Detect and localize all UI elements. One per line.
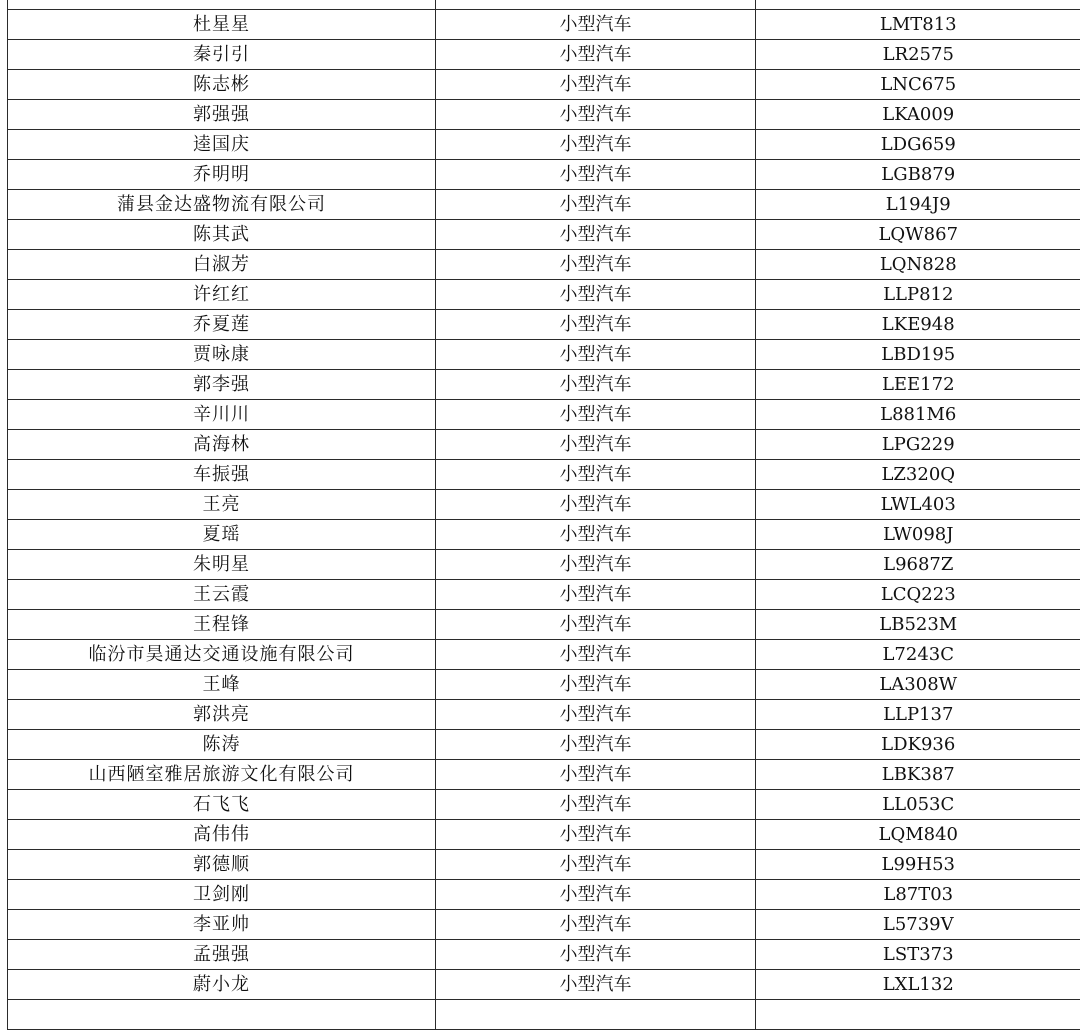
table-row	[8, 700, 1080, 730]
owner-name-cell: 王峰	[8, 670, 436, 700]
table-row	[8, 100, 1080, 130]
owner-name-cell: 夏瑶	[8, 520, 436, 550]
owner-name-cell: 临汾市昊通达交通设施有限公司	[8, 640, 436, 670]
table-row	[8, 880, 1080, 910]
table-body	[8, 0, 1080, 1030]
vehicle-type-cell: 小型汽车	[436, 700, 756, 730]
license-plate-cell: L7243C	[756, 640, 1080, 670]
owner-name-cell	[8, 1000, 436, 1030]
license-plate-cell: LBK387	[756, 760, 1080, 790]
vehicle-type-cell: 小型汽车	[436, 160, 756, 190]
table-row	[8, 670, 1080, 700]
vehicle-type-cell: 小型汽车	[436, 460, 756, 490]
owner-name-cell: 郭洪亮	[8, 700, 436, 730]
vehicle-type-cell: 小型汽车	[436, 820, 756, 850]
table-row	[8, 760, 1080, 790]
table-row	[8, 910, 1080, 940]
license-plate-cell: LGB879	[756, 160, 1080, 190]
table-row	[8, 550, 1080, 580]
vehicle-type-cell: 小型汽车	[436, 550, 756, 580]
license-plate-cell: L5739V	[756, 910, 1080, 940]
owner-name-cell: 高海林	[8, 430, 436, 460]
owner-name-cell: 王云霞	[8, 580, 436, 610]
license-plate-cell: LKE948	[756, 310, 1080, 340]
vehicle-type-cell: 小型汽车	[436, 850, 756, 880]
table-row	[8, 220, 1080, 250]
vehicle-type-cell: 小型汽车	[436, 370, 756, 400]
license-plate-cell: LLP812	[756, 280, 1080, 310]
table-row	[8, 160, 1080, 190]
license-plate-cell: LDK936	[756, 730, 1080, 760]
owner-name-cell: 王程锋	[8, 610, 436, 640]
vehicle-type-cell: 小型汽车	[436, 640, 756, 670]
vehicle-type-cell: 小型汽车	[436, 760, 756, 790]
license-plate-cell: L194J9	[756, 190, 1080, 220]
owner-name-cell: 郭强强	[8, 100, 436, 130]
license-plate-cell: LQM840	[756, 820, 1080, 850]
table-row	[8, 580, 1080, 610]
license-plate-cell: LPG229	[756, 430, 1080, 460]
owner-name-cell: 乔明明	[8, 160, 436, 190]
table-row	[8, 850, 1080, 880]
table-row	[8, 1000, 1080, 1030]
vehicle-type-cell: 小型汽车	[436, 100, 756, 130]
table-row	[8, 490, 1080, 520]
license-plate-cell	[756, 0, 1080, 10]
vehicle-type-cell: 小型汽车	[436, 970, 756, 1000]
owner-name-cell: 高伟伟	[8, 820, 436, 850]
vehicle-type-cell: 小型汽车	[436, 70, 756, 100]
owner-name-cell: 郭德顺	[8, 850, 436, 880]
table-row	[8, 940, 1080, 970]
license-plate-cell: LW098J	[756, 520, 1080, 550]
table-row	[8, 970, 1080, 1000]
vehicle-type-cell: 小型汽车	[436, 940, 756, 970]
owner-name-cell: 蔚小龙	[8, 970, 436, 1000]
owner-name-cell: 蒲县金达盛物流有限公司	[8, 190, 436, 220]
license-plate-cell: L99H53	[756, 850, 1080, 880]
owner-name-cell: 乔夏莲	[8, 310, 436, 340]
vehicle-type-cell: 小型汽车	[436, 490, 756, 520]
owner-name-cell: 杜星星	[8, 10, 436, 40]
license-plate-cell: LA308W	[756, 670, 1080, 700]
vehicle-type-cell: 小型汽车	[436, 580, 756, 610]
owner-name-cell: 朱明星	[8, 550, 436, 580]
data-table	[7, 0, 1080, 1030]
owner-name-cell: 陈志彬	[8, 70, 436, 100]
vehicle-type-cell: 小型汽车	[436, 40, 756, 70]
owner-name-cell: 李亚帅	[8, 910, 436, 940]
vehicle-type-cell: 小型汽车	[436, 190, 756, 220]
license-plate-cell: LL053C	[756, 790, 1080, 820]
vehicle-type-cell: 小型汽车	[436, 610, 756, 640]
table-row	[8, 400, 1080, 430]
table-row	[8, 460, 1080, 490]
vehicle-type-cell: 小型汽车	[436, 730, 756, 760]
license-plate-cell	[756, 1000, 1080, 1030]
owner-name-cell: 贾咏康	[8, 340, 436, 370]
vehicle-type-cell: 小型汽车	[436, 130, 756, 160]
vehicle-registration-table	[7, 0, 1080, 1030]
vehicle-type-cell: 小型汽车	[436, 430, 756, 460]
owner-name-cell: 陈其武	[8, 220, 436, 250]
owner-name-cell: 卫剑刚	[8, 880, 436, 910]
owner-name-cell: 孟强强	[8, 940, 436, 970]
vehicle-type-cell: 小型汽车	[436, 220, 756, 250]
license-plate-cell: LR2575	[756, 40, 1080, 70]
table-row	[8, 610, 1080, 640]
license-plate-cell: LEE172	[756, 370, 1080, 400]
owner-name-cell: 辛川川	[8, 400, 436, 430]
license-plate-cell: LLP137	[756, 700, 1080, 730]
license-plate-cell: L9687Z	[756, 550, 1080, 580]
table-row	[8, 190, 1080, 220]
license-plate-cell: LXL132	[756, 970, 1080, 1000]
vehicle-type-cell: 小型汽车	[436, 250, 756, 280]
owner-name-cell: 王亮	[8, 490, 436, 520]
vehicle-type-cell: 小型汽车	[436, 790, 756, 820]
table-row	[8, 640, 1080, 670]
vehicle-type-cell: 小型汽车	[436, 10, 756, 40]
vehicle-type-cell: 小型汽车	[436, 400, 756, 430]
table-row	[8, 730, 1080, 760]
license-plate-cell: LCQ223	[756, 580, 1080, 610]
license-plate-cell: LQW867	[756, 220, 1080, 250]
owner-name-cell	[8, 0, 436, 10]
owner-name-cell: 山西陋室雅居旅游文化有限公司	[8, 760, 436, 790]
owner-name-cell: 秦引引	[8, 40, 436, 70]
license-plate-cell: LKA009	[756, 100, 1080, 130]
license-plate-cell: L87T03	[756, 880, 1080, 910]
vehicle-type-cell: 小型汽车	[436, 520, 756, 550]
license-plate-cell: LB523M	[756, 610, 1080, 640]
vehicle-type-cell	[436, 0, 756, 10]
owner-name-cell: 石飞飞	[8, 790, 436, 820]
table-row	[8, 790, 1080, 820]
table-row	[8, 430, 1080, 460]
owner-name-cell: 许红红	[8, 280, 436, 310]
table-row	[8, 10, 1080, 40]
vehicle-type-cell: 小型汽车	[436, 340, 756, 370]
table-row	[8, 280, 1080, 310]
vehicle-type-cell: 小型汽车	[436, 670, 756, 700]
table-row	[8, 310, 1080, 340]
table-row	[8, 0, 1080, 10]
owner-name-cell: 白淑芳	[8, 250, 436, 280]
table-row	[8, 370, 1080, 400]
table-row	[8, 40, 1080, 70]
table-row	[8, 130, 1080, 160]
vehicle-type-cell	[436, 1000, 756, 1030]
table-row	[8, 70, 1080, 100]
license-plate-cell: LNC675	[756, 70, 1080, 100]
owner-name-cell: 陈涛	[8, 730, 436, 760]
license-plate-cell: LBD195	[756, 340, 1080, 370]
owner-name-cell: 车振强	[8, 460, 436, 490]
vehicle-type-cell: 小型汽车	[436, 310, 756, 340]
license-plate-cell: LQN828	[756, 250, 1080, 280]
vehicle-type-cell: 小型汽车	[436, 880, 756, 910]
table-row	[8, 340, 1080, 370]
vehicle-type-cell: 小型汽车	[436, 910, 756, 940]
table-row	[8, 820, 1080, 850]
table-row	[8, 250, 1080, 280]
table-row	[8, 520, 1080, 550]
owner-name-cell: 逵国庆	[8, 130, 436, 160]
owner-name-cell: 郭李强	[8, 370, 436, 400]
vehicle-type-cell: 小型汽车	[436, 280, 756, 310]
license-plate-cell: LMT813	[756, 10, 1080, 40]
license-plate-cell: LDG659	[756, 130, 1080, 160]
license-plate-cell: LWL403	[756, 490, 1080, 520]
license-plate-cell: L881M6	[756, 400, 1080, 430]
license-plate-cell: LST373	[756, 940, 1080, 970]
license-plate-cell: LZ320Q	[756, 460, 1080, 490]
